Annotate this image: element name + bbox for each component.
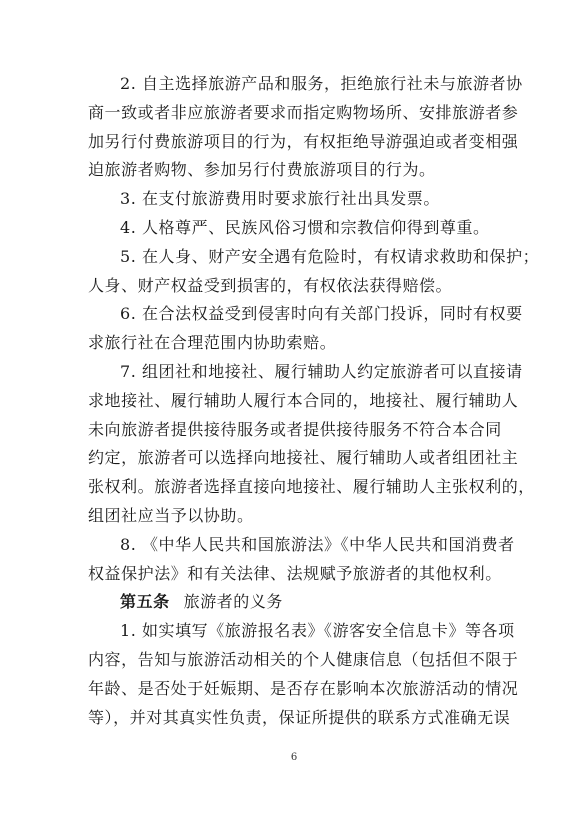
article-number: 第五条 — [120, 592, 170, 612]
text-line: 组团社应当予以协助。 — [88, 505, 254, 525]
text-line: 7. 组团社和地接社、履行辅助人约定旅游者可以直接请 — [120, 361, 523, 381]
text-line: 求地接社、履行辅助人履行本合同的，地接社、履行辅助人 — [88, 390, 519, 410]
text-line: 约定，旅游者可以选择向地接社、履行辅助人或者组团社主 — [88, 448, 519, 468]
text-line: 未向旅游者提供接待服务或者提供接待服务不符合本合同 — [88, 419, 502, 439]
text-line: 等），并对其真实性负责，保证所提供的联系方式准确无误 — [88, 707, 511, 727]
right-item-6 — [88, 300, 523, 358]
text-line: 权益保护法》和有关法律、法规赋予旅游者的其他权利。 — [88, 563, 502, 583]
text-line: 求旅行社在合理范围内协助索赔。 — [88, 333, 337, 353]
text-line: 8. 《中华人民共和国旅游法》《中华人民共和国消费者 — [120, 534, 515, 554]
text-line: 张权利。旅游者选择直接向地接社、履行辅助人主张权利的， — [88, 477, 535, 497]
right-item-5 — [88, 243, 540, 301]
text-line: 3. 在支付旅游费用时要求旅行社出具发票。 — [120, 189, 440, 209]
text-line: 商一致或者非应旅游者要求而指定购物场所、安排旅游者参 — [88, 102, 519, 122]
right-item-7 — [88, 358, 535, 531]
text-line: 内容，告知与旅游活动相关的个人健康信息（包括但不限于 — [88, 649, 519, 669]
text-line: 1. 如实填写《旅游报名表》《游客安全信息卡》等各项 — [120, 621, 515, 641]
text-line: 人身、财产权益受到损害的，有权依法获得赔偿。 — [88, 275, 453, 295]
text-line: 2. 自主选择旅游产品和服务，拒绝旅行社未与旅游者协 — [120, 74, 523, 93]
right-item-3 — [88, 185, 500, 214]
text-line: 6. 在合法权益受到侵害时向有关部门投诉，同时有权要 — [120, 304, 523, 324]
text-line: 4. 人格尊严、民族风俗习惯和宗教信仰得到尊重。 — [120, 217, 490, 237]
article-title: 旅游者的义务 — [183, 592, 283, 612]
section-heading — [88, 588, 500, 617]
page-number: 6 — [290, 752, 298, 763]
text-line: 迫旅游者购物、参加另行付费旅游项目的行为。 — [88, 160, 436, 180]
right-item-8 — [88, 531, 515, 589]
document-body — [88, 70, 540, 732]
text-line: 5. 在人身、财产安全遇有危险时，有权请求救助和保护； — [120, 246, 540, 266]
text-line: 加另行付费旅游项目的行为，有权拒绝导游强迫或者变相强 — [88, 131, 519, 151]
text-line: 年龄、是否处于妊娠期、是否存在影响本次旅游活动的情况 — [88, 678, 519, 698]
duty-item-1 — [88, 617, 519, 732]
right-item-2 — [88, 70, 523, 185]
right-item-4 — [88, 214, 500, 243]
